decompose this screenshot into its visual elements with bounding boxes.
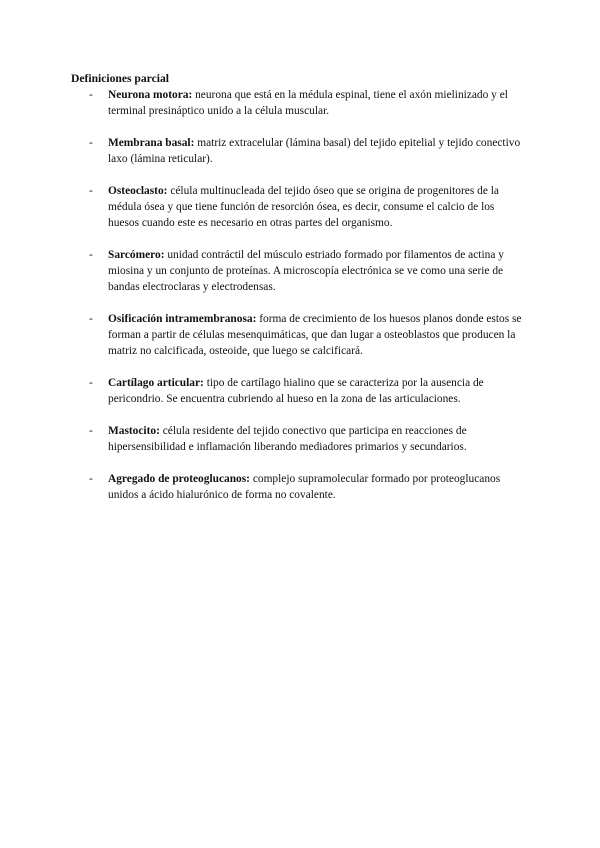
definition-item — [0, 135, 526, 167]
definition-text: célula multinucleada del tejido óseo que se origina de progenitores de la médula ósea y que tiene función de resorción ósea, es decir, consume el calcio de los huesos cuando este es necesario en otras partes del organismo. — [108, 185, 499, 229]
bullet-dash: - — [89, 185, 93, 197]
definition-term: Mastocito: — [108, 425, 160, 437]
bullet-dash: - — [89, 89, 93, 101]
definition-item — [0, 311, 526, 359]
definition-item — [0, 247, 526, 295]
definition-item — [0, 471, 526, 503]
definition-term: Membrana basal: — [108, 137, 195, 149]
definition-item — [0, 87, 526, 119]
bullet-dash: - — [89, 249, 93, 261]
definition-text: unidad contráctil del músculo estriado formado por filamentos de actina y miosina y un conjunto de proteínas. A microscopía electrónica se ve como una serie de bandas electroclaras y electrodensas. — [108, 249, 504, 293]
definition-item — [0, 183, 526, 231]
definition-term: Sarcómero: — [108, 249, 165, 261]
definition-term: Agregado de proteoglucanos: — [108, 473, 250, 485]
definition-item — [0, 423, 526, 455]
definition-text: forma de crecimiento de los huesos planos donde estos se forman a partir de células mesenquimáticas, que dan lugar a osteoblastos que producen la matriz no calcificada, osteoide, que luego se calcificará. — [108, 313, 522, 357]
definitions-list — [0, 87, 600, 519]
bullet-dash: - — [89, 377, 93, 389]
definition-term: Neurona motora: — [108, 89, 193, 101]
definition-term: Osificación intramembranosa: — [108, 313, 257, 325]
definition-text: tipo de cartílago hialino que se caracteriza por la ausencia de pericondrio. Se encuentra cubriendo al hueso en la zona de las articulaciones. — [108, 377, 484, 405]
bullet-dash: - — [89, 425, 93, 437]
bullet-dash: - — [89, 473, 93, 485]
definition-text: complejo supramolecular formado por proteoglucanos unidos a ácido hialurónico de forma no covalente. — [108, 473, 501, 501]
definition-term: Cartílago articular: — [108, 377, 204, 389]
bullet-dash: - — [89, 137, 93, 149]
definition-text: neurona que está en la médula espinal, tiene el axón mielinizado y el terminal presináptico unido a la célula muscular. — [108, 89, 508, 117]
definition-term: Osteoclasto: — [108, 185, 168, 197]
definition-text: célula residente del tejido conectivo que participa en reacciones de hipersensibilidad e inflamación liberando mediadores primarios y secundarios. — [108, 425, 467, 453]
definition-text: matriz extracelular (lámina basal) del tejido epitelial y tejido conectivo laxo (lámina reticular). — [108, 137, 521, 165]
definition-item — [0, 375, 526, 407]
bullet-dash: - — [89, 313, 93, 325]
page-title: Definiciones parcial — [71, 72, 170, 85]
